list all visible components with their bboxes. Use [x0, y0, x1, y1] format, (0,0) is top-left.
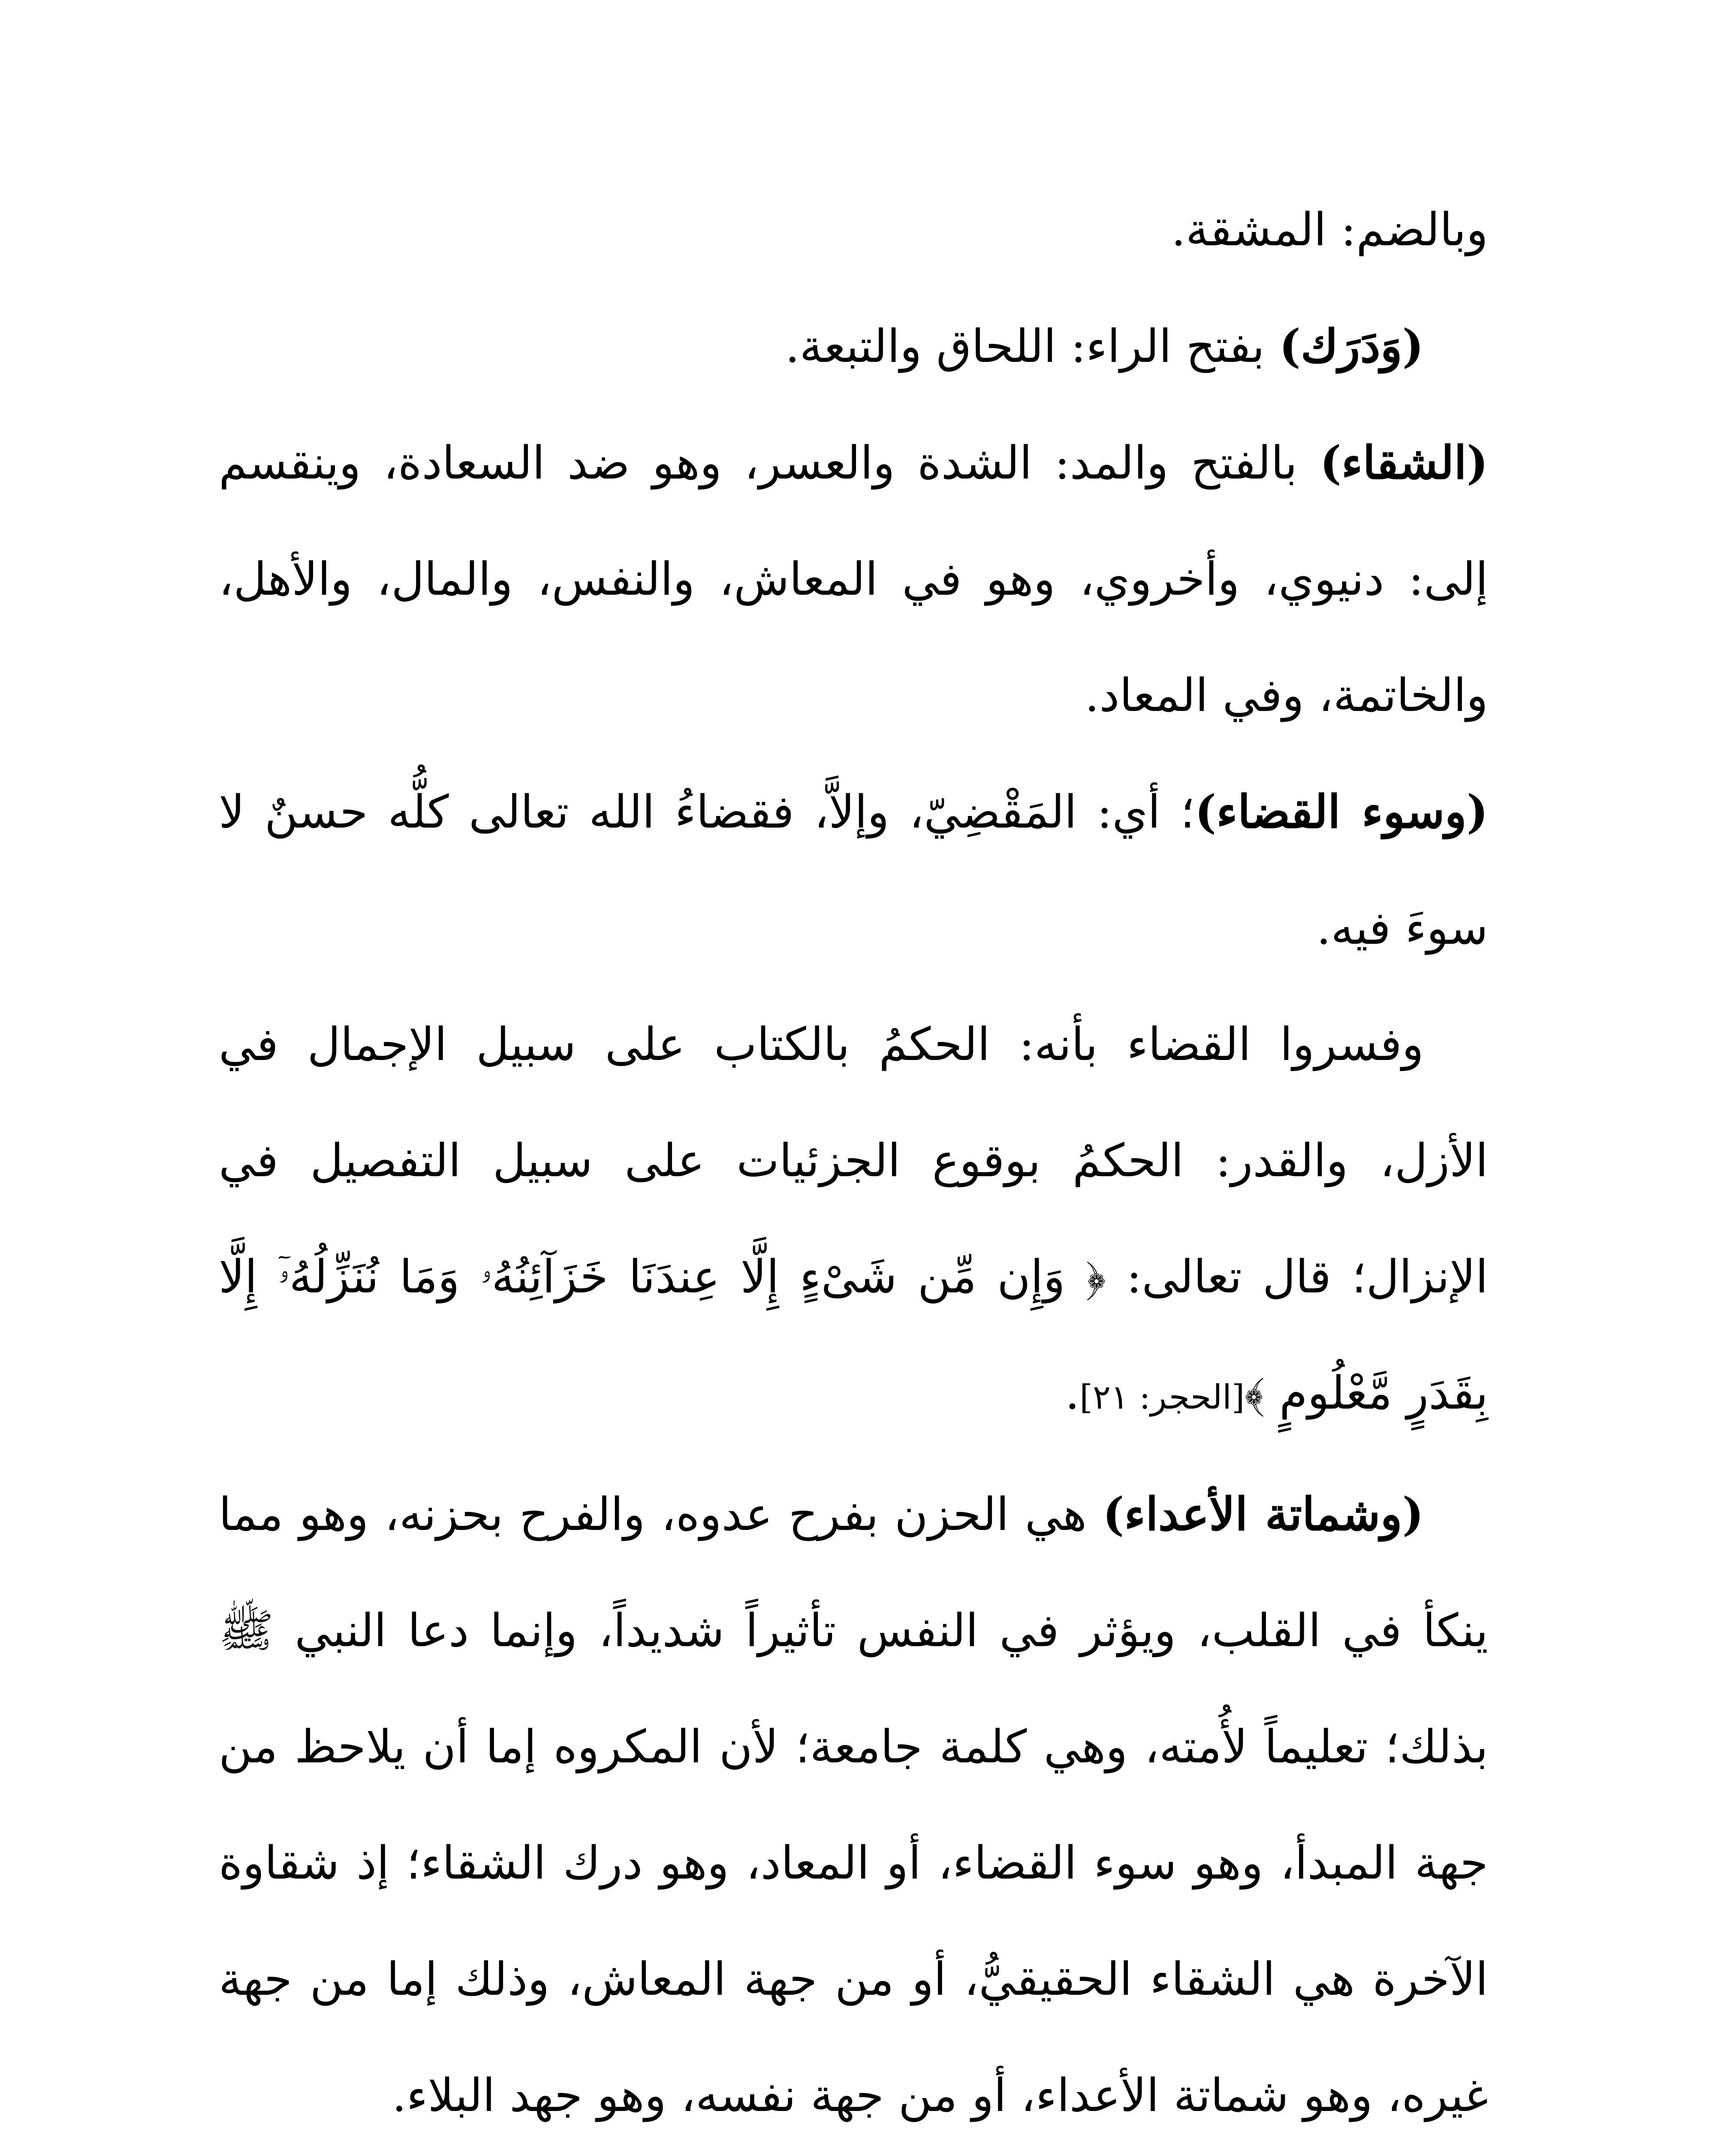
paragraph-5-text: وفسروا القضاء بأنه: الحكمُ بالكتاب على سبيل الإجمال في الأزل، والقدر: الحكمُ بوقوع الجزئيات على سبيل التفصيل في الإنزال؛ قال تعالى:: [219, 1018, 1488, 1303]
quran-verse: ﴿ وَإِن مِّن شَىْءٍ إِلَّا عِندَنَا خَزَآئِنُهُۥ وَمَا نُنَزِّلُهُۥٓ إِلَّا بِقَدَرٍ مَّعْلُومٍ ﴾: [219, 1250, 1488, 1419]
verse-citation: [الحجر: ٢١]: [1079, 1378, 1245, 1417]
paragraph-2-text: بفتح الراء: اللحاق والتبعة.: [785, 320, 1279, 373]
paragraph-3: [219, 404, 1488, 753]
paragraph-2-term: (وَدَرَك): [1279, 319, 1424, 373]
paragraph-6-text: هي الحزن بفرح عدوه، والفرح بحزنه، وهو مما ينكأ في القلب، ويؤثر في النفس تأثيراً شديداً، وإنما دعا النبي ﷺ بذلك؛ تعليماً لأُمته، وهي كلمة جامعة؛ لأن المكروه إما أن يلاحظ من جهة المبدأ، وهو سوء القضاء، أو المعاد، وهو درك الشقاء؛ إذ شقاوة الآخرة هي الشقاء الحقيقيُّ، أو من جهة المعاش، وذلك إما من جهة غيره، وهو شماتة الأعداء، أو من جهة نفسه، وهو جهد البلاء.: [219, 1488, 1488, 2122]
paragraph-3-term: (الشقاء): [1320, 436, 1488, 489]
paragraph-5: [219, 986, 1488, 1456]
paragraph-2: [219, 288, 1488, 404]
paragraph-5-end: .: [1065, 1367, 1080, 1419]
paragraph-4-text: ؛ أي: المَقْضِيّ، وإلاَّ، فقضاءُ الله تعالى كلُّه حسنٌ لا سوءَ فيه.: [219, 786, 1488, 955]
paragraph-4-term: (وسوء القضاء): [1194, 785, 1489, 838]
paragraph-3-text: بالفتح والمد: الشدة والعسر، وهو ضد السعادة، وينقسم إلى: دنيوي، وأخروي، وهو في المعاش، والنفس، والمال، والأهل، والخاتمة، وفي المعاد.: [219, 437, 1488, 722]
paragraph-1: [219, 172, 1488, 288]
paragraph-6-term: (وشماتة الأعداء): [1103, 1487, 1424, 1541]
paragraph-6: [219, 1456, 1488, 2144]
paragraph-4: [219, 753, 1488, 986]
page-body: [219, 172, 1488, 2144]
paragraph-1-text: وبالضم: المشقة.: [1171, 203, 1488, 256]
